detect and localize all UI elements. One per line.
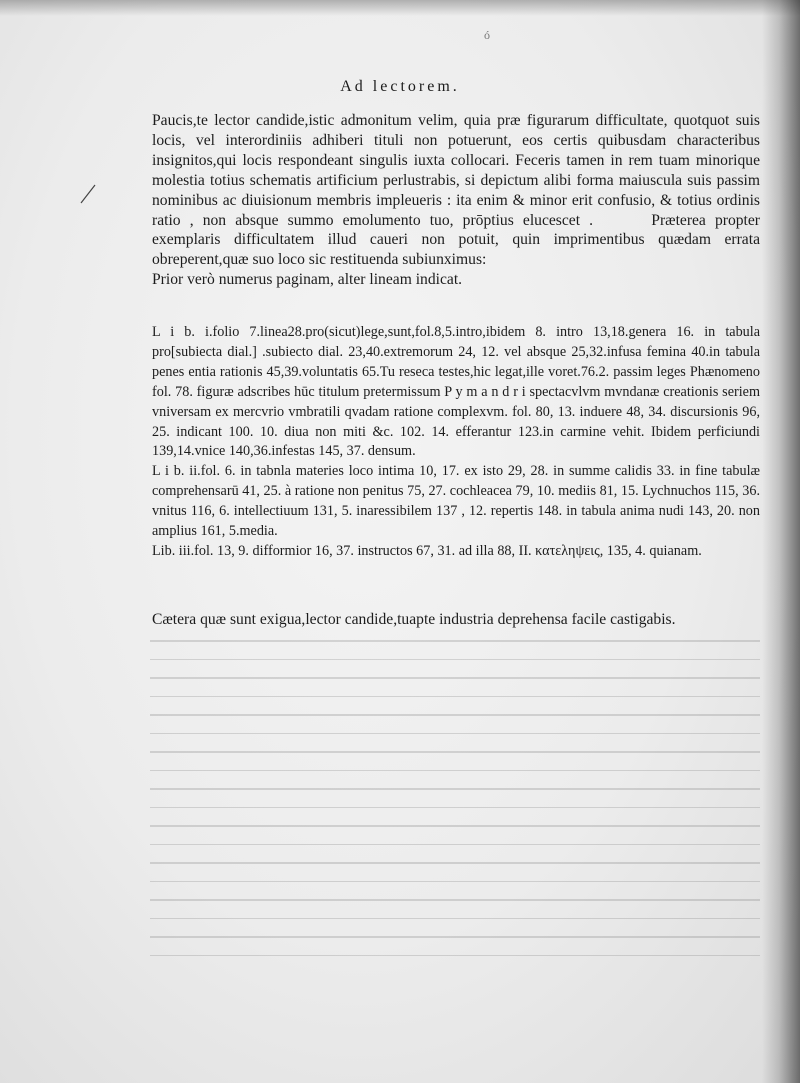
intro-paragraph xyxy=(152,111,760,291)
closing-line: Cætera quæ sunt exigua,lector candide,tuapte industria deprehensa facile castigabis. xyxy=(152,611,676,628)
intro-text: Paucis,te lector candide,istic admonitum velim, quia præ figurarum difficultate, quotquot suis locis, vel interordiniis adhiberi tituli non potuerunt, eos certis quibusdam characteribus insignitos,qui locis respondeant singulis iuxta collocari. Feceris tamen in rem tuam minorique molestia totius schematis artificium perlustrabis, si depictum alibi forma maiuscula suis passim nominibus ac diuisionum membris impleueris : ita enim & minor erit confusio, & totius ordinis ratio , non absque summo emolumento tuo, prōptius elucescet . xyxy=(152,112,760,229)
errata-book-2: L i b. ii.fol. 6. in tabnla materies loco intima 10, 17. ex isto 29, 28. in summe calidis 33. in fine tabulæ comprehensarū 41, 25. à ratione non penitus 75, 27. cochleacea 79, 10. mediis 81, 15. Lychnuchos 115, 36. vnitus 116, 6. intellectiuum 131, 5. inaressibilem 137 , 12. repertis 148. in tabula anima nudi 143, 20. non amplius 161, 5.media. xyxy=(152,463,760,540)
bleed-through-text xyxy=(150,640,760,1020)
intro-continuation: Præterea propter exemplaris difficultatem illud caueri non potuit, quin imprimentibus quædam errata obreperent,quæ suo loco sic restituenda subiunximus: xyxy=(152,211,760,269)
errata-book-1: L i b. i.folio 7.linea28.pro(sicut)lege,sunt,fol.8,5.intro,ibidem 8. intro 13,18.genera 16. in tabula pro[subiecta dial.] .subiecto dial. 23,40.extremorum 24, 12. vel absque 25,32.infusa femina 40.in tabula penes entia rationis 45,39.voluntatis 65.Tu reseca testes,hic legat,ille voret.76.2. passim leges Phænomeno fol. 78. figuræ adscribes hūc titulum pretermissum P y m a n d r i spectacvlvm mvndanæ creationis seriem vniversam ex mercvrio vmbratili qvadam ratione complexvm. fol. 80, 13. induere 48, 34. discursionis 96, 25. indicant 100. 10. diua non miti &c. 102. 14. efferantur 123.in carmine vehit. Ibidem perficiundi 139,14.vnice 140,36.infestas 145, 37. densum. xyxy=(152,324,760,460)
errata-list xyxy=(152,323,760,598)
page-heading: Ad lectorem. xyxy=(340,78,460,95)
numbering-note: Prior verò numerus paginam, alter lineam indicat. xyxy=(152,271,463,289)
page-gutter-shadow xyxy=(762,0,800,1083)
page-top-shadow xyxy=(0,0,800,16)
margin-pen-stroke xyxy=(78,183,98,205)
errata-book-3: Lib. iii.fol. 13, 9. difformior 16, 37. instructos 67, 31. ad illa 88, II. κατεληψεις, 135, 4. quianam. xyxy=(152,542,702,559)
signature-mark: ó xyxy=(484,28,490,42)
